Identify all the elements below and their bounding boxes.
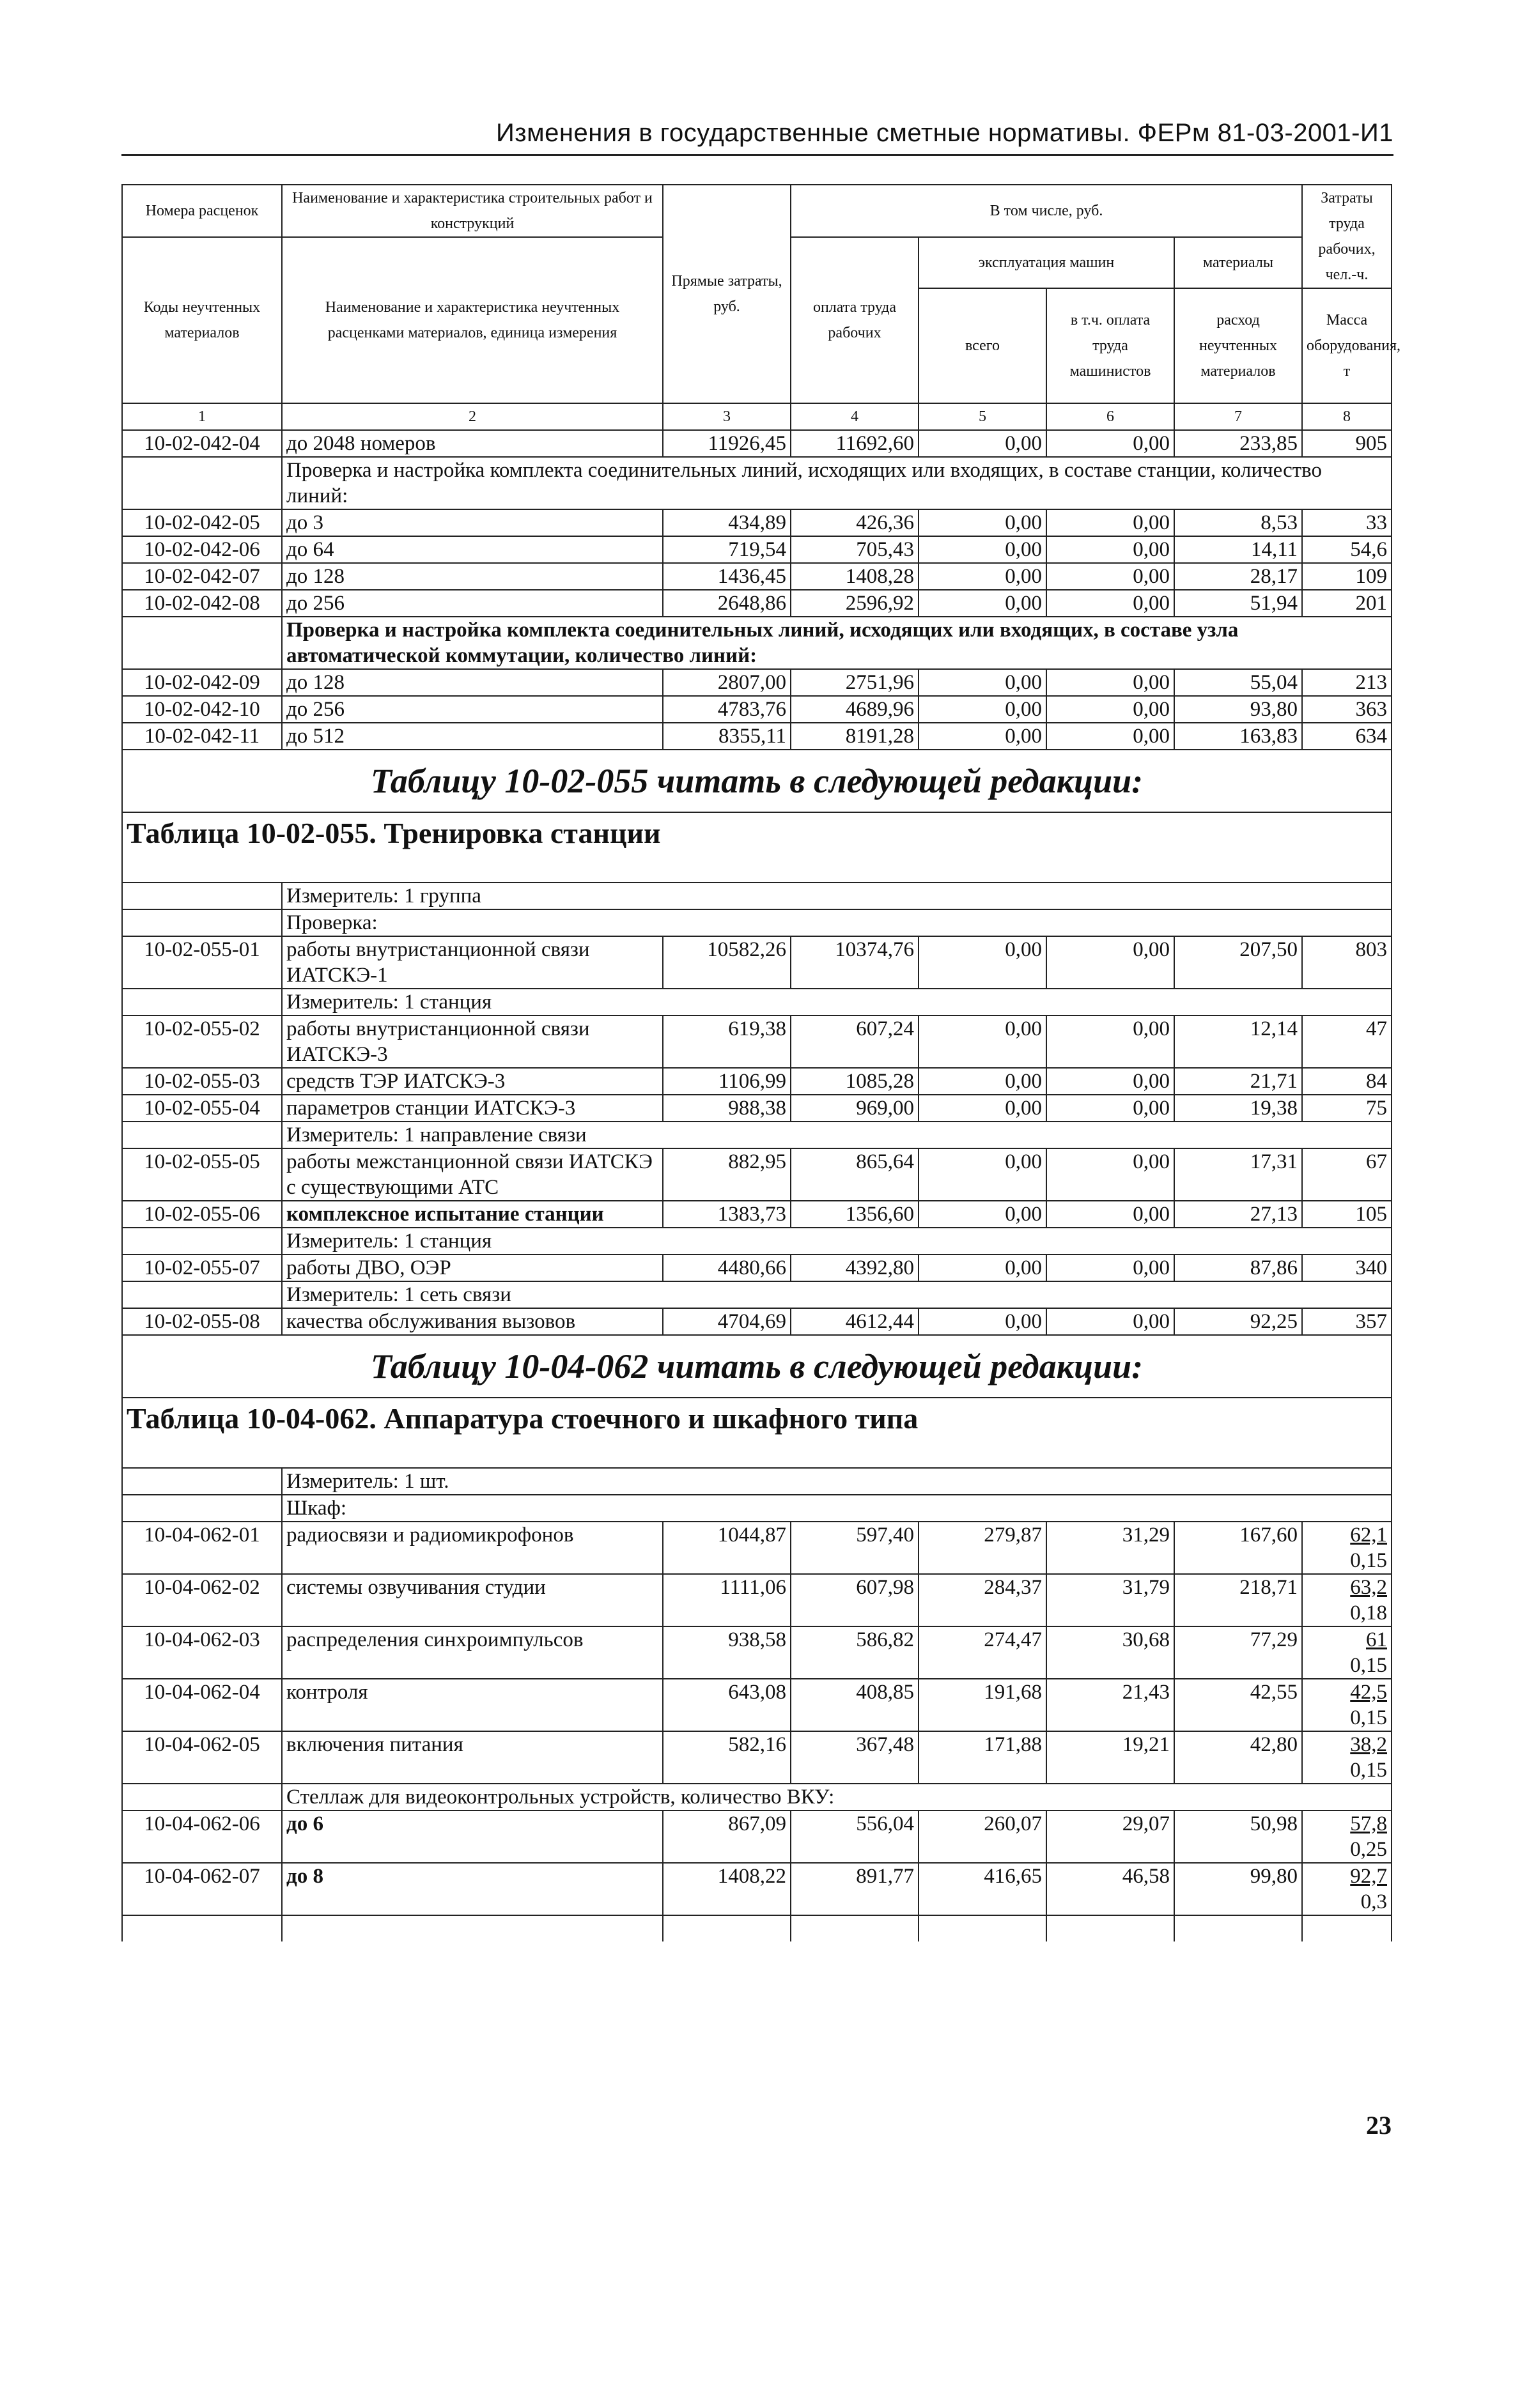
machines-total: 0,00 — [919, 563, 1046, 590]
note-row — [122, 1228, 1392, 1254]
rate-code: 10-04-062-07 — [122, 1863, 282, 1915]
table-row — [122, 1254, 1392, 1281]
rate-name: параметров станции ИАТСКЭ-3 — [282, 1095, 663, 1122]
rate-code: 10-02-042-06 — [122, 536, 282, 563]
equipment-mass: 0,18 — [1350, 1601, 1387, 1625]
rate-code: 10-02-055-04 — [122, 1095, 282, 1122]
machines-total: 274,47 — [919, 1626, 1046, 1679]
labor-and-mass — [1302, 1679, 1392, 1731]
column-numbers-row — [122, 403, 1392, 430]
rate-code: 10-04-062-03 — [122, 1626, 282, 1679]
worker-pay: 10374,76 — [791, 936, 919, 989]
worker-pay: 607,98 — [791, 1574, 919, 1626]
labor-costs: 340 — [1302, 1254, 1392, 1281]
machines-total: 0,00 — [919, 1015, 1046, 1068]
worker-pay: 426,36 — [791, 509, 919, 536]
direct-costs: 4480,66 — [663, 1254, 791, 1281]
rate-name: работы внутристанционной связи ИАТСКЭ-1 — [282, 936, 663, 989]
operator-pay: 0,00 — [1046, 723, 1174, 750]
materials: 51,94 — [1174, 590, 1302, 617]
operator-pay: 31,79 — [1046, 1574, 1174, 1626]
equipment-mass: 0,25 — [1350, 1838, 1387, 1861]
labor-costs: 357 — [1302, 1308, 1392, 1335]
materials: 8,53 — [1174, 509, 1302, 536]
rate-code: 10-02-055-02 — [122, 1015, 282, 1068]
worker-pay: 408,85 — [791, 1679, 919, 1731]
labor-costs: 213 — [1302, 669, 1392, 696]
column-number: 4 — [791, 403, 919, 430]
head-rate-numbers: Номера расценок — [122, 185, 282, 237]
table-row — [122, 536, 1392, 563]
rate-code: 10-04-062-05 — [122, 1731, 282, 1784]
column-number: 1 — [122, 403, 282, 430]
unit-note: Измеритель: 1 станция — [282, 989, 1392, 1015]
direct-costs: 719,54 — [663, 536, 791, 563]
head-materials: материалы — [1174, 237, 1302, 288]
rate-name: качества обслуживания вызовов — [282, 1308, 663, 1335]
machines-total: 0,00 — [919, 509, 1046, 536]
labor-and-mass — [1302, 1863, 1392, 1915]
worker-pay: 4392,80 — [791, 1254, 919, 1281]
rate-name: работы межстанционной связи ИАТСКЭ с существующими АТС — [282, 1148, 663, 1201]
direct-costs: 1044,87 — [663, 1522, 791, 1574]
materials: 218,71 — [1174, 1574, 1302, 1626]
unit-note: Измеритель: 1 станция — [282, 1228, 1392, 1254]
table-row — [122, 696, 1392, 723]
operator-pay: 0,00 — [1046, 696, 1174, 723]
note-row — [122, 989, 1392, 1015]
labor-costs: 62,1 — [1350, 1524, 1387, 1547]
table-row — [122, 1308, 1392, 1335]
materials: 19,38 — [1174, 1095, 1302, 1122]
equipment-mass: 0,15 — [1350, 1706, 1387, 1729]
unit-note: Измеритель: 1 направление связи — [282, 1122, 1392, 1148]
labor-costs: 363 — [1302, 696, 1392, 723]
rate-name: комплексное испытание станции — [282, 1201, 663, 1228]
machines-total: 171,88 — [919, 1731, 1046, 1784]
materials: 92,25 — [1174, 1308, 1302, 1335]
head-machines-total: всего — [919, 288, 1046, 403]
direct-costs: 643,08 — [663, 1679, 791, 1731]
machines-total: 0,00 — [919, 669, 1046, 696]
labor-costs: 54,6 — [1302, 536, 1392, 563]
machines-total: 279,87 — [919, 1522, 1046, 1574]
rate-name: до 64 — [282, 536, 663, 563]
machines-total: 0,00 — [919, 536, 1046, 563]
rate-name: до 8 — [282, 1863, 663, 1915]
table-row — [122, 590, 1392, 617]
machines-total: 0,00 — [919, 696, 1046, 723]
machines-total: 0,00 — [919, 1068, 1046, 1095]
table-row — [122, 430, 1392, 457]
direct-costs: 11926,45 — [663, 430, 791, 457]
direct-costs: 10582,26 — [663, 936, 791, 989]
worker-pay: 586,82 — [791, 1626, 919, 1679]
labor-costs: 905 — [1302, 430, 1392, 457]
operator-pay: 19,21 — [1046, 1731, 1174, 1784]
rate-name: до 2048 номеров — [282, 430, 663, 457]
table-row — [122, 509, 1392, 536]
head-material-codes: Коды неучтенных материалов — [122, 237, 282, 403]
rate-code: 10-02-055-08 — [122, 1308, 282, 1335]
rate-code: 10-02-055-07 — [122, 1254, 282, 1281]
machines-total: 0,00 — [919, 723, 1046, 750]
rate-name: системы озвучивания студии — [282, 1574, 663, 1626]
materials: 27,13 — [1174, 1201, 1302, 1228]
machines-total: 0,00 — [919, 936, 1046, 989]
materials: 28,17 — [1174, 563, 1302, 590]
equipment-mass: 0,15 — [1350, 1654, 1387, 1677]
worker-pay: 969,00 — [791, 1095, 919, 1122]
labor-costs: 634 — [1302, 723, 1392, 750]
materials: 14,11 — [1174, 536, 1302, 563]
table-continuation-row — [122, 1915, 1392, 1941]
note-row — [122, 617, 1392, 669]
labor-costs: 109 — [1302, 563, 1392, 590]
operator-pay: 0,00 — [1046, 1201, 1174, 1228]
machines-total: 0,00 — [919, 590, 1046, 617]
read-as-note: Таблицу 10-02-055 читать в следующей редакции: — [122, 750, 1392, 812]
column-number: 6 — [1046, 403, 1174, 430]
head-group: В том числе, руб. — [791, 185, 1302, 237]
rate-name: до 512 — [282, 723, 663, 750]
worker-pay: 11692,60 — [791, 430, 919, 457]
worker-pay: 4689,96 — [791, 696, 919, 723]
labor-costs: 803 — [1302, 936, 1392, 989]
rate-name: до 256 — [282, 696, 663, 723]
labor-costs: 47 — [1302, 1015, 1392, 1068]
direct-costs: 434,89 — [663, 509, 791, 536]
rate-code: 10-04-062-06 — [122, 1810, 282, 1863]
direct-costs: 1106,99 — [663, 1068, 791, 1095]
labor-and-mass — [1302, 1522, 1392, 1574]
operator-pay: 0,00 — [1046, 430, 1174, 457]
running-header: Изменения в государственные сметные нормативы. ФЕРм 81-03-2001-И1 — [121, 119, 1393, 156]
worker-pay: 1408,28 — [791, 563, 919, 590]
rate-name: распределения синхроимпульсов — [282, 1626, 663, 1679]
labor-costs: 84 — [1302, 1068, 1392, 1095]
table-row — [122, 669, 1392, 696]
labor-costs: 63,2 — [1350, 1576, 1387, 1599]
column-number: 5 — [919, 403, 1046, 430]
table-row — [122, 1095, 1392, 1122]
labor-and-mass — [1302, 1626, 1392, 1679]
materials: 77,29 — [1174, 1626, 1302, 1679]
head-labor-costs: Затраты труда рабочих, чел.-ч. — [1302, 185, 1392, 288]
table-row — [122, 1015, 1392, 1068]
rate-code: 10-04-062-04 — [122, 1679, 282, 1731]
direct-costs: 1383,73 — [663, 1201, 791, 1228]
equipment-mass: 0,3 — [1360, 1890, 1387, 1913]
worker-pay: 1356,60 — [791, 1201, 919, 1228]
section-note: Шкаф: — [282, 1495, 1392, 1522]
labor-costs: 33 — [1302, 509, 1392, 536]
materials: 12,14 — [1174, 1015, 1302, 1068]
note-row — [122, 1784, 1392, 1810]
column-number: 8 — [1302, 403, 1392, 430]
rate-name: работы ДВО, ОЭР — [282, 1254, 663, 1281]
machines-total: 0,00 — [919, 1095, 1046, 1122]
table-heading-row — [122, 1398, 1392, 1468]
operator-pay: 21,43 — [1046, 1679, 1174, 1731]
operator-pay: 0,00 — [1046, 1015, 1174, 1068]
worker-pay: 556,04 — [791, 1810, 919, 1863]
section-note: Проверка: — [282, 909, 1392, 936]
document-body — [121, 184, 1400, 2408]
operator-pay: 0,00 — [1046, 1308, 1174, 1335]
operator-pay: 0,00 — [1046, 1095, 1174, 1122]
rate-code: 10-02-042-10 — [122, 696, 282, 723]
direct-costs: 1436,45 — [663, 563, 791, 590]
operator-pay: 0,00 — [1046, 536, 1174, 563]
direct-costs: 619,38 — [663, 1015, 791, 1068]
rate-name: до 128 — [282, 563, 663, 590]
materials: 207,50 — [1174, 936, 1302, 989]
materials: 21,71 — [1174, 1068, 1302, 1095]
labor-costs: 92,7 — [1350, 1865, 1387, 1888]
labor-and-mass — [1302, 1731, 1392, 1784]
worker-pay: 8191,28 — [791, 723, 919, 750]
direct-costs: 988,38 — [663, 1095, 791, 1122]
labor-costs: 75 — [1302, 1095, 1392, 1122]
table-row — [122, 1731, 1392, 1784]
table-row — [122, 1068, 1392, 1095]
worker-pay: 865,64 — [791, 1148, 919, 1201]
labor-and-mass — [1302, 1574, 1392, 1626]
table-heading-row — [122, 812, 1392, 883]
rate-name: до 3 — [282, 509, 663, 536]
materials: 163,83 — [1174, 723, 1302, 750]
operator-pay: 0,00 — [1046, 1254, 1174, 1281]
labor-and-mass — [1302, 1810, 1392, 1863]
section-note: Стеллаж для видеоконтрольных устройств, количество ВКУ: — [282, 1784, 1392, 1810]
table-title: Таблица 10-04-062. Аппаратура стоечного и шкафного типа — [122, 1398, 1392, 1468]
materials: 42,55 — [1174, 1679, 1302, 1731]
materials: 93,80 — [1174, 696, 1302, 723]
page-number: 23 — [1366, 2111, 1392, 2140]
table-row — [122, 1148, 1392, 1201]
worker-pay: 607,24 — [791, 1015, 919, 1068]
operator-pay: 30,68 — [1046, 1626, 1174, 1679]
rate-code: 10-02-055-01 — [122, 936, 282, 989]
direct-costs: 582,16 — [663, 1731, 791, 1784]
table-row — [122, 1679, 1392, 1731]
table-row — [122, 1810, 1392, 1863]
section-note: Проверка и настройка комплекта соединительных линий, исходящих или входящих, в составе станции, количество линий: — [282, 457, 1392, 509]
rate-name: радиосвязи и радиомикрофонов — [282, 1522, 663, 1574]
worker-pay: 705,43 — [791, 536, 919, 563]
rate-code: 10-02-055-05 — [122, 1148, 282, 1201]
materials: 167,60 — [1174, 1522, 1302, 1574]
materials: 99,80 — [1174, 1863, 1302, 1915]
table-row — [122, 1201, 1392, 1228]
machines-total: 0,00 — [919, 1254, 1046, 1281]
direct-costs: 882,95 — [663, 1148, 791, 1201]
materials: 17,31 — [1174, 1148, 1302, 1201]
operator-pay: 31,29 — [1046, 1522, 1174, 1574]
operator-pay: 46,58 — [1046, 1863, 1174, 1915]
equipment-mass: 0,15 — [1350, 1549, 1387, 1572]
rate-name: до 6 — [282, 1810, 663, 1863]
labor-costs: 61 — [1366, 1628, 1387, 1651]
rate-code: 10-02-042-11 — [122, 723, 282, 750]
direct-costs: 867,09 — [663, 1810, 791, 1863]
labor-costs: 38,2 — [1350, 1733, 1387, 1756]
machines-total: 191,68 — [919, 1679, 1046, 1731]
table-row — [122, 936, 1392, 989]
direct-costs: 4704,69 — [663, 1308, 791, 1335]
machines-total: 0,00 — [919, 430, 1046, 457]
labor-costs: 105 — [1302, 1201, 1392, 1228]
unit-note: Измеритель: 1 шт. — [282, 1468, 1392, 1495]
direct-costs: 2648,86 — [663, 590, 791, 617]
operator-pay: 0,00 — [1046, 1068, 1174, 1095]
read-as-note: Таблицу 10-04-062 читать в следующей редакции: — [122, 1335, 1392, 1398]
direct-costs: 1111,06 — [663, 1574, 791, 1626]
rate-name: контроля — [282, 1679, 663, 1731]
table-row — [122, 1863, 1392, 1915]
rate-name: до 256 — [282, 590, 663, 617]
worker-pay: 891,77 — [791, 1863, 919, 1915]
machines-total: 284,37 — [919, 1574, 1046, 1626]
head-material-consumption: расход неучтенных материалов — [1174, 288, 1302, 403]
section-note: Проверка и настройка комплекта соединительных линий, исходящих или входящих, в составе узла автоматической коммутации, количество линий: — [282, 617, 1392, 669]
labor-costs: 67 — [1302, 1148, 1392, 1201]
rate-name: средств ТЭР ИАТСКЭ-3 — [282, 1068, 663, 1095]
note-row — [122, 1281, 1392, 1308]
equipment-mass: 0,15 — [1350, 1759, 1387, 1782]
note-row — [122, 1468, 1392, 1495]
rate-code: 10-02-042-05 — [122, 509, 282, 536]
rate-code: 10-02-042-04 — [122, 430, 282, 457]
machines-total: 0,00 — [919, 1308, 1046, 1335]
column-number: 3 — [663, 403, 791, 430]
rate-code: 10-02-055-03 — [122, 1068, 282, 1095]
note-row — [122, 1495, 1392, 1522]
materials: 233,85 — [1174, 430, 1302, 457]
rates-table — [121, 184, 1400, 1941]
rate-name: работы внутристанционной связи ИАТСКЭ-3 — [282, 1015, 663, 1068]
head-machines: эксплуатация машин — [919, 237, 1174, 288]
materials: 42,80 — [1174, 1731, 1302, 1784]
operator-pay: 0,00 — [1046, 1148, 1174, 1201]
operator-pay: 0,00 — [1046, 509, 1174, 536]
worker-pay: 1085,28 — [791, 1068, 919, 1095]
table-heading-row — [122, 750, 1392, 812]
unit-note: Измеритель: 1 группа — [282, 883, 1392, 909]
direct-costs: 938,58 — [663, 1626, 791, 1679]
table-row — [122, 1522, 1392, 1574]
operator-pay: 0,00 — [1046, 563, 1174, 590]
table-heading-row — [122, 1335, 1392, 1398]
table-title: Таблица 10-02-055. Тренировка станции — [122, 812, 1392, 883]
rate-code: 10-02-042-07 — [122, 563, 282, 590]
note-row — [122, 909, 1392, 936]
operator-pay: 0,00 — [1046, 936, 1174, 989]
head-work-name: Наименование и характеристика строительных работ и конструкций — [282, 185, 663, 237]
machines-total: 260,07 — [919, 1810, 1046, 1863]
table-row — [122, 1626, 1392, 1679]
worker-pay: 4612,44 — [791, 1308, 919, 1335]
head-worker-pay: оплата труда рабочих — [791, 237, 919, 403]
column-number: 2 — [282, 403, 663, 430]
rate-code: 10-04-062-02 — [122, 1574, 282, 1626]
table-row — [122, 723, 1392, 750]
materials: 50,98 — [1174, 1810, 1302, 1863]
head-operator-pay: в т.ч. оплата труда машинистов — [1046, 288, 1174, 403]
labor-costs: 201 — [1302, 590, 1392, 617]
direct-costs: 8355,11 — [663, 723, 791, 750]
direct-costs: 4783,76 — [663, 696, 791, 723]
rate-code: 10-02-042-09 — [122, 669, 282, 696]
table-row — [122, 1574, 1392, 1626]
rate-code: 10-02-055-06 — [122, 1201, 282, 1228]
worker-pay: 597,40 — [791, 1522, 919, 1574]
machines-total: 0,00 — [919, 1148, 1046, 1201]
worker-pay: 367,48 — [791, 1731, 919, 1784]
operator-pay: 0,00 — [1046, 590, 1174, 617]
head-material-name: Наименование и характеристика неучтенных расценками материалов, единица измерения — [282, 237, 663, 403]
worker-pay: 2751,96 — [791, 669, 919, 696]
head-equipment-mass: Масса оборудования, т — [1302, 288, 1392, 403]
labor-costs: 42,5 — [1350, 1681, 1387, 1704]
machines-total: 0,00 — [919, 1201, 1046, 1228]
rate-code: 10-02-042-08 — [122, 590, 282, 617]
materials: 87,86 — [1174, 1254, 1302, 1281]
operator-pay: 0,00 — [1046, 669, 1174, 696]
materials: 55,04 — [1174, 669, 1302, 696]
column-number: 7 — [1174, 403, 1302, 430]
note-row — [122, 883, 1392, 909]
note-row — [122, 1122, 1392, 1148]
machines-total: 416,65 — [919, 1863, 1046, 1915]
rate-name: включения питания — [282, 1731, 663, 1784]
direct-costs: 2807,00 — [663, 669, 791, 696]
operator-pay: 29,07 — [1046, 1810, 1174, 1863]
direct-costs: 1408,22 — [663, 1863, 791, 1915]
table-row — [122, 563, 1392, 590]
labor-costs: 57,8 — [1350, 1812, 1387, 1835]
rate-name: до 128 — [282, 669, 663, 696]
worker-pay: 2596,92 — [791, 590, 919, 617]
unit-note: Измеритель: 1 сеть связи — [282, 1281, 1392, 1308]
head-direct-costs: Прямые затраты, руб. — [663, 185, 791, 403]
rate-code: 10-04-062-01 — [122, 1522, 282, 1574]
note-row — [122, 457, 1392, 509]
